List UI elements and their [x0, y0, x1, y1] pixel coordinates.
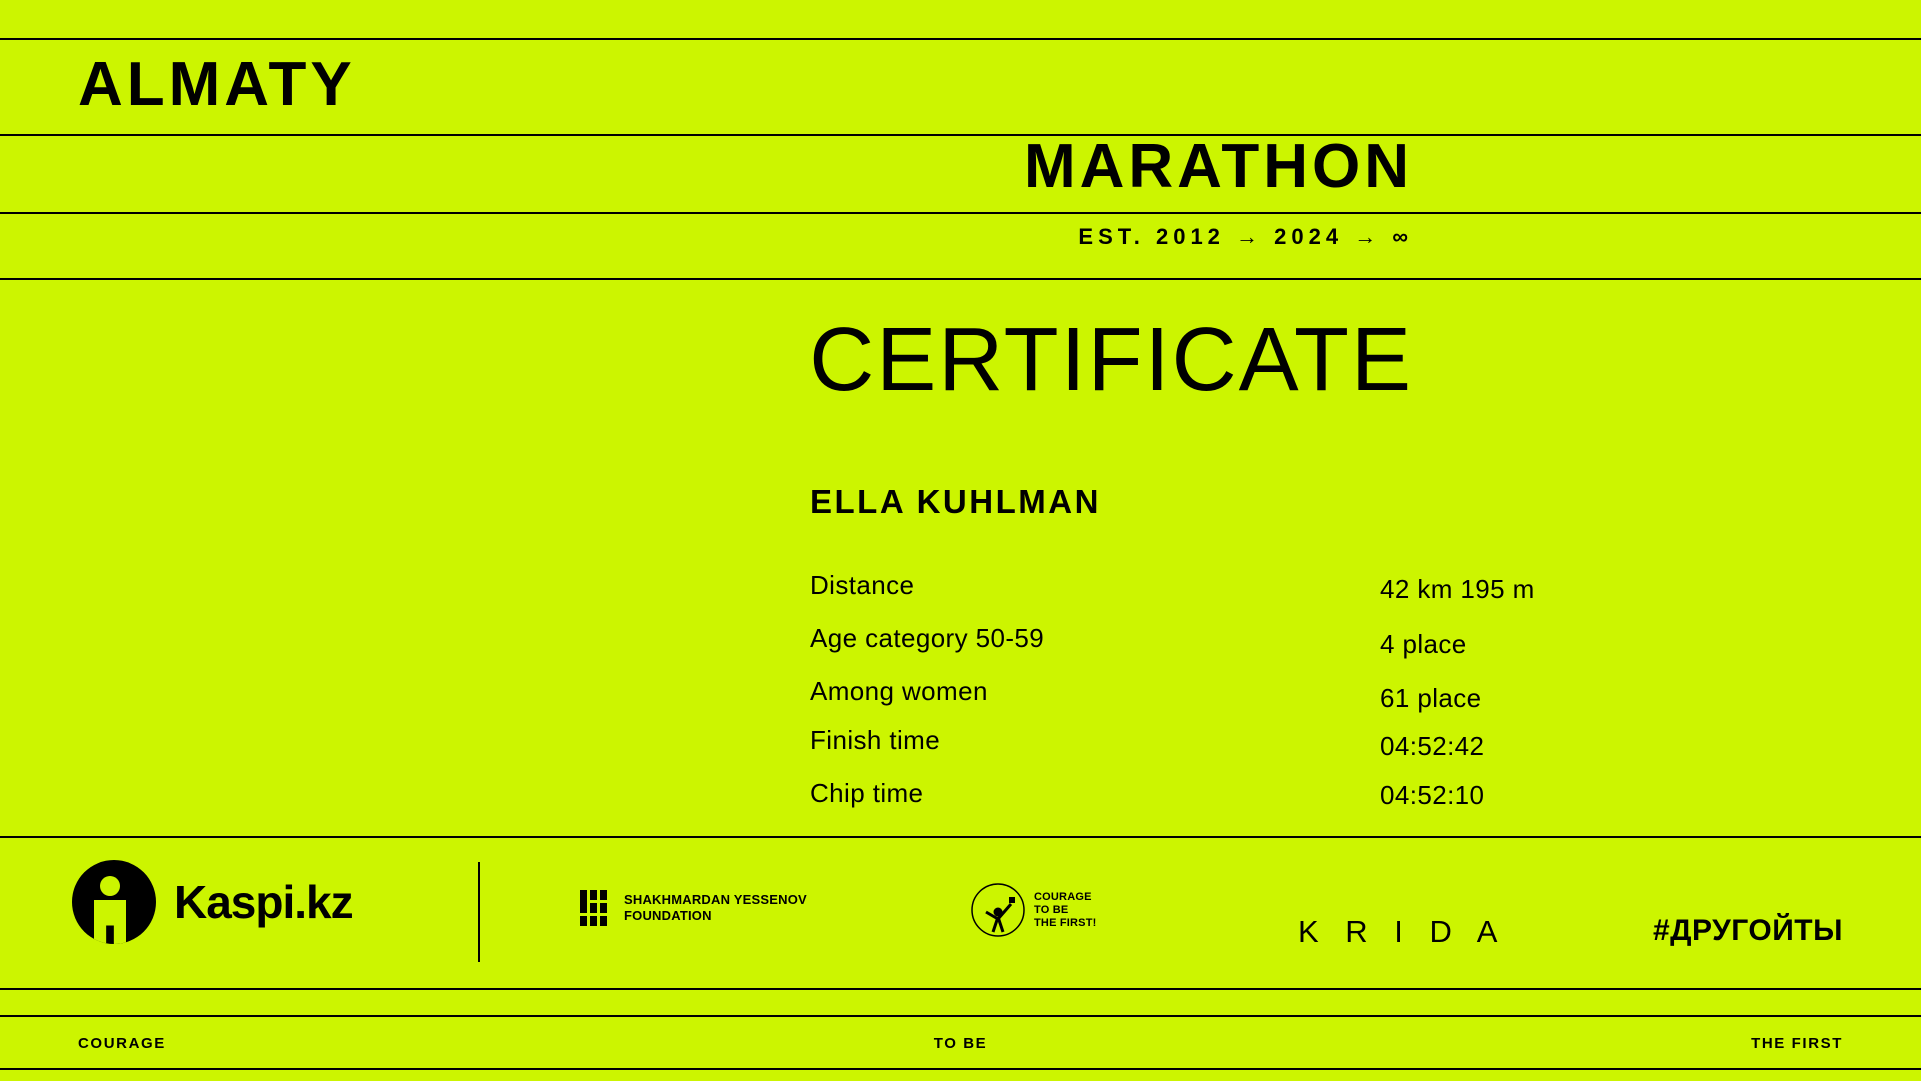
motto-center: TO BE	[933, 1034, 988, 1052]
result-value: 04:52:10	[1380, 780, 1485, 810]
sponsor-krida-label: K R I D A	[1298, 914, 1507, 949]
rule-top-2	[0, 134, 1921, 136]
result-value: 42 km 195 m	[1380, 574, 1535, 604]
motto-right: THE FIRST	[1751, 1034, 1843, 1052]
rule-motto-top	[0, 1015, 1921, 1017]
table-row	[810, 778, 1610, 835]
page-title: CERTIFICATE	[809, 310, 1413, 410]
rule-sponsors-bottom	[0, 988, 1921, 990]
courage-fund-seal-icon	[970, 882, 1026, 938]
table-row	[810, 676, 1610, 729]
table-row	[810, 570, 1610, 623]
table-row	[810, 725, 1610, 782]
result-label: Among women	[810, 676, 988, 706]
result-label: Finish time	[810, 725, 941, 755]
result-value: 61 place	[1380, 683, 1482, 713]
sponsor-yessenov	[580, 890, 807, 926]
sponsor-courage-fund	[970, 882, 1097, 938]
brand-line-almaty: ALMATY	[78, 50, 356, 119]
brand-line-marathon: MARATHON	[1023, 132, 1413, 201]
courage-line1: COURAGE	[1034, 890, 1092, 903]
result-label: Chip time	[810, 778, 924, 808]
sponsor-yessenov-line1: SHAKHMARDAN YESSENOV	[624, 892, 807, 907]
table-row	[810, 623, 1610, 676]
courage-line3: THE FIRST!	[1034, 916, 1097, 929]
courage-line2: TO BE	[1034, 903, 1069, 916]
sponsor-divider	[478, 862, 480, 962]
result-value: 04:52:42	[1380, 731, 1485, 761]
kaspi-logo-icon	[72, 860, 156, 944]
sponsor-courage-fund-label	[1034, 891, 1097, 930]
sponsor-kaspi-label: Kaspi.kz	[174, 876, 353, 928]
campaign-hashtag: #ДРУГОЙТЫ	[1652, 914, 1843, 947]
result-value: 4 place	[1380, 629, 1467, 659]
athlete-name: ELLA KUHLMAN	[810, 483, 1101, 520]
sponsor-yessenov-line2: FOUNDATION	[624, 908, 712, 923]
motto-strip	[0, 1018, 1921, 1068]
result-label: Distance	[810, 570, 915, 600]
sponsor-yessenov-label	[624, 892, 807, 924]
rule-bottom	[0, 1068, 1921, 1070]
established-years: EST. 2012 → 2024 → ∞	[1078, 224, 1413, 249]
motto-left: COURAGE	[78, 1034, 166, 1052]
rule-top-1	[0, 38, 1921, 40]
results-table	[810, 570, 1610, 835]
sponsor-strip	[0, 838, 1921, 988]
yessenov-foundation-icon	[580, 890, 610, 926]
rule-top-4	[0, 278, 1921, 280]
result-label: Age category 50-59	[810, 623, 1045, 653]
rule-top-3	[0, 212, 1921, 214]
sponsor-kaspi	[72, 860, 353, 944]
